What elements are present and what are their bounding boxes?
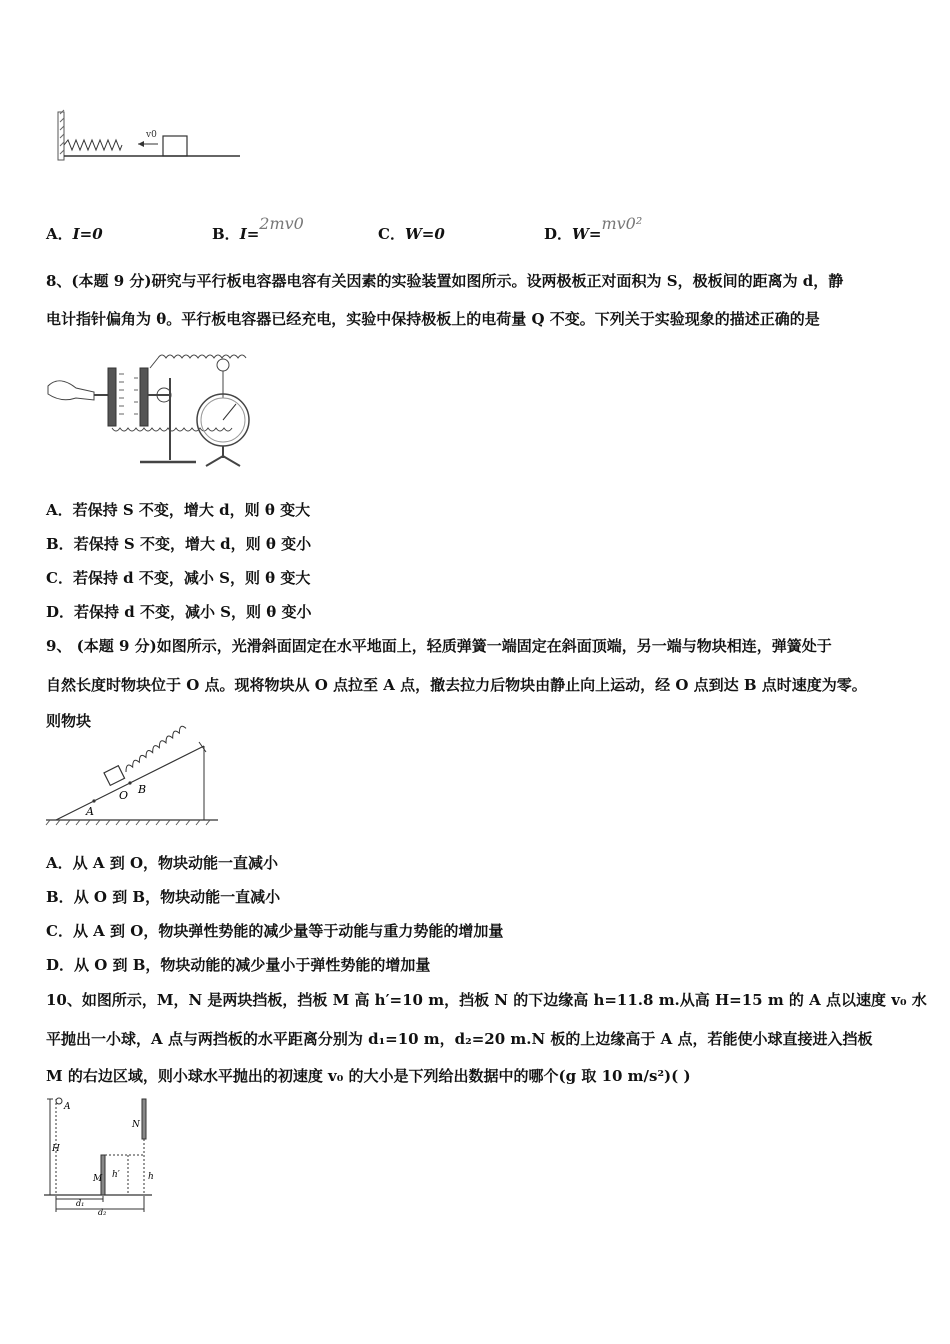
option-text: I=0 (72, 225, 103, 243)
q9-stem-line1: 9、 (本题 9 分)如图所示，光滑斜面固定在水平地面上，轻质弹簧一端固定在斜面顶端，另一端与物块相连，弹簧处于 (46, 637, 832, 655)
option-text: 从 O 到 B，物块动能的减少量小于弹性势能的增加量 (74, 956, 431, 974)
spring-block-figure (50, 100, 250, 175)
option-text: 若保持 d 不变，减小 S，则 θ 变小 (74, 603, 312, 621)
option-text: 从 O 到 B，物块动能一直减小 (73, 888, 281, 906)
q7-option-d[interactable] (544, 214, 643, 244)
formula: 2mv0 (259, 214, 304, 233)
q9-option-b[interactable] (46, 887, 280, 907)
option-text: 若保持 d 不变，减小 S，则 θ 变大 (72, 569, 311, 587)
label-n: N (132, 1120, 140, 1130)
q7-option-c[interactable] (378, 224, 445, 244)
option-key: A． (46, 225, 73, 243)
label-d2: d₂ (98, 1208, 107, 1217)
option-text: 若保持 S 不变，增大 d，则 θ 变大 (72, 501, 311, 519)
velocity-label: v0 (146, 130, 157, 140)
label-a: A (86, 805, 94, 818)
q8-option-d[interactable] (46, 602, 311, 622)
q7-option-a[interactable] (46, 224, 103, 244)
projectile-barriers-figure (44, 1095, 164, 1215)
label-d1: d₁ (76, 1199, 85, 1208)
q10-stem-line3: M 的右边区域，则小球水平抛出的初速度 v₀ 的大小是下列给出数据中的哪个(g 取 10 m/s²)( ) (46, 1067, 691, 1085)
option-text: 若保持 S 不变，增大 d，则 θ 变小 (73, 535, 312, 553)
option-text: I= (239, 225, 260, 243)
q8-option-b[interactable] (46, 534, 311, 554)
label-m: M (93, 1174, 103, 1184)
q7-option-b[interactable] (212, 214, 304, 244)
q9-option-a[interactable] (46, 853, 278, 873)
q9-stem-line3: 则物块 (46, 712, 92, 730)
option-text: 从 A 到 O，物块弹性势能的减少量等于动能与重力势能的增加量 (72, 922, 504, 940)
option-key: C． (378, 225, 405, 243)
label-b: B (138, 783, 147, 796)
q9-option-c[interactable] (46, 921, 503, 941)
label-h-prime: h′ (112, 1170, 120, 1180)
q9-stem-line2: 自然长度时物块位于 O 点。现将物块从 O 点拉至 A 点，撤去拉力后物块由静止向上运动，经 O 点到达 B 点时速度为零。 (46, 676, 867, 694)
capacitor-electrometer-figure (46, 338, 266, 473)
option-key: B． (46, 888, 74, 906)
q8-option-c[interactable] (46, 568, 310, 588)
q10-stem-line1: 10、如图所示，M，N 是两块挡板，挡板 M 高 h′=10 m，挡板 N 的下边缘高 h=11.8 m.从高 H=15 m 的 A 点以速度 v₀ 水 (46, 991, 927, 1009)
label-o: O (119, 789, 129, 802)
incline-spring-figure (46, 738, 221, 828)
option-key: A． (46, 854, 73, 872)
q10-stem-line2: 平抛出一小球，A 点与两挡板的水平距离分别为 d₁=10 m，d₂=20 m.N 板的上边缘高于 A 点，若能使小球直接进入挡板 (46, 1030, 873, 1048)
label-h-big: H (52, 1144, 60, 1154)
option-text: W=0 (404, 225, 445, 243)
option-key: C． (46, 569, 73, 587)
option-key: C． (46, 922, 73, 940)
formula: mv0² (601, 214, 643, 233)
option-key: B． (212, 225, 240, 243)
option-key: B． (46, 535, 74, 553)
option-key: A． (46, 501, 73, 519)
option-text: 从 A 到 O，物块动能一直减小 (72, 854, 279, 872)
label-a: A (64, 1102, 71, 1112)
option-key: D． (46, 956, 75, 974)
option-key: D． (544, 225, 573, 243)
option-text: W= (572, 225, 602, 243)
q8-stem-line1: 8、(本题 9 分)研究与平行板电容器电容有关因素的实验装置如图所示。设两极板正对面积为 S，极板间的距离为 d，静 (46, 272, 844, 290)
q8-option-a[interactable] (46, 500, 310, 520)
option-key: D． (46, 603, 75, 621)
q8-stem-line2: 电计指针偏角为 θ。平行板电容器已经充电，实验中保持极板上的电荷量 Q 不变。下列关于实验现象的描述正确的是 (46, 310, 820, 328)
q9-option-d[interactable] (46, 955, 430, 975)
label-h: h (148, 1172, 154, 1182)
